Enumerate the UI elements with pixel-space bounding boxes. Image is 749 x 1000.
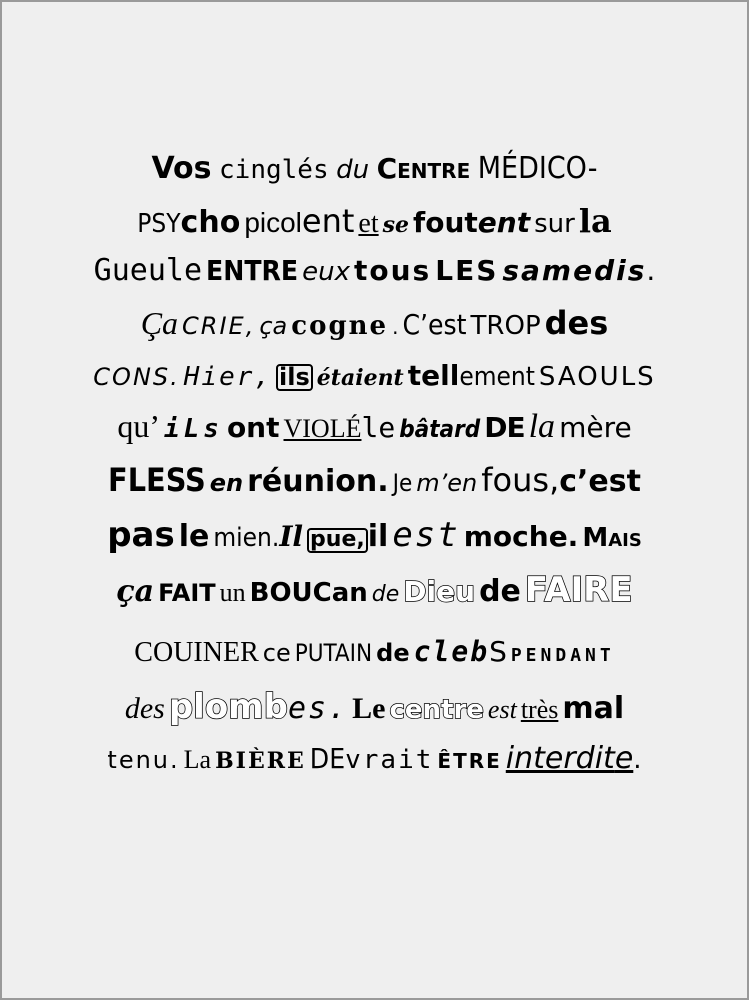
- word: FLESS: [108, 461, 206, 499]
- word: es.: [287, 691, 349, 726]
- word: la: [578, 202, 612, 240]
- word: MÉDICO-: [477, 151, 598, 186]
- word: étaient: [316, 365, 404, 391]
- word: m’en: [416, 469, 478, 497]
- word: le: [178, 519, 210, 554]
- word: ont: [226, 411, 280, 444]
- word: cogne: [291, 311, 389, 341]
- word: fous,: [481, 461, 560, 499]
- word: .: [392, 315, 399, 339]
- word: Dieu: [403, 575, 476, 608]
- word: DE: [309, 742, 346, 775]
- word: pue,: [307, 528, 368, 553]
- word: Je: [392, 469, 413, 497]
- word: de: [376, 639, 410, 667]
- word: interdit: [505, 741, 615, 776]
- word: LES: [435, 254, 499, 287]
- word: pendant: [510, 638, 615, 668]
- word: vrait: [345, 745, 434, 775]
- word: BOUCan: [249, 578, 368, 608]
- text-line-12: [2, 741, 747, 776]
- word: iLs: [163, 414, 223, 444]
- word: ENTRE: [206, 254, 299, 287]
- word: la: [528, 408, 556, 445]
- text-line-9: [2, 570, 747, 610]
- word: il: [367, 519, 389, 554]
- word: Gueule: [93, 253, 203, 288]
- text-line-6: [2, 410, 747, 444]
- word: La: [183, 745, 212, 774]
- word: ÊTRE: [437, 749, 502, 773]
- word: centre: [389, 695, 484, 725]
- word: de: [371, 582, 400, 607]
- word: PSY: [137, 209, 181, 239]
- word: PUTAIN: [294, 639, 373, 667]
- word: des: [124, 692, 165, 725]
- word: cinglés: [219, 155, 329, 185]
- word: S: [489, 635, 507, 668]
- text-line-8: [2, 515, 747, 555]
- word: FAIRE: [524, 570, 633, 610]
- word: qu’: [117, 408, 160, 444]
- word: de: [479, 574, 521, 609]
- word: est: [487, 695, 517, 724]
- word: ce: [262, 639, 291, 667]
- text-line-7: [2, 461, 747, 499]
- word: réunion.: [247, 464, 389, 499]
- word: SAOULS: [538, 362, 656, 392]
- word: un: [219, 578, 246, 607]
- word: ent: [477, 206, 531, 239]
- word: e: [614, 741, 634, 776]
- word: du: [336, 155, 370, 185]
- word: cleb: [413, 635, 490, 668]
- word: C’est: [402, 308, 467, 341]
- word: DE: [484, 411, 525, 444]
- word: plomb: [168, 687, 288, 727]
- word: ça: [259, 312, 288, 340]
- word: .: [633, 745, 642, 775]
- word: VIOLÉ: [283, 414, 362, 443]
- word: mère: [559, 411, 632, 444]
- word: en: [209, 469, 244, 497]
- word: picol: [244, 207, 302, 238]
- word: ils: [276, 364, 313, 391]
- word: tenu.: [107, 746, 180, 774]
- word: cho: [180, 205, 241, 240]
- word: ent: [301, 202, 355, 240]
- word: ça: [116, 574, 155, 609]
- word: COUINER: [134, 637, 259, 668]
- word: est: [392, 515, 460, 555]
- word: c’est: [559, 464, 641, 499]
- word: TROP: [470, 311, 541, 341]
- word: et: [358, 208, 379, 239]
- word: Hier,: [183, 362, 273, 392]
- text-line-5: [2, 359, 747, 392]
- word: eux: [302, 257, 350, 287]
- word: bâtard: [399, 415, 481, 443]
- text-line-2: [2, 202, 747, 240]
- word: CONS.: [93, 363, 180, 391]
- word: Centre: [376, 152, 471, 185]
- word: pas: [107, 515, 175, 555]
- word: se: [382, 212, 410, 238]
- word: samedis: [502, 254, 647, 287]
- word: moche.: [463, 520, 579, 553]
- word: Il: [279, 520, 304, 553]
- word: le: [361, 411, 396, 444]
- word: tell: [407, 359, 460, 392]
- word: des: [544, 304, 609, 342]
- text-line-10: [2, 635, 747, 668]
- word: BIÈRE: [215, 748, 306, 774]
- word: .: [646, 254, 656, 287]
- word: Vos: [151, 151, 212, 186]
- text-line-4: [2, 304, 747, 342]
- word: mien.: [213, 523, 280, 553]
- word: mal: [562, 691, 625, 726]
- word: Mais: [582, 523, 642, 553]
- word: CRIE,: [182, 312, 256, 340]
- word: fout: [413, 206, 478, 239]
- word: tous: [354, 254, 432, 287]
- word: très: [520, 695, 559, 724]
- word: Ça: [140, 305, 179, 341]
- word: sur: [534, 209, 575, 239]
- word: Le: [352, 692, 386, 725]
- word: ement: [459, 362, 535, 392]
- text-line-1: [2, 151, 747, 186]
- text-line-3: [2, 253, 747, 288]
- text-line-11: [2, 687, 747, 727]
- word: FAIT: [158, 579, 216, 607]
